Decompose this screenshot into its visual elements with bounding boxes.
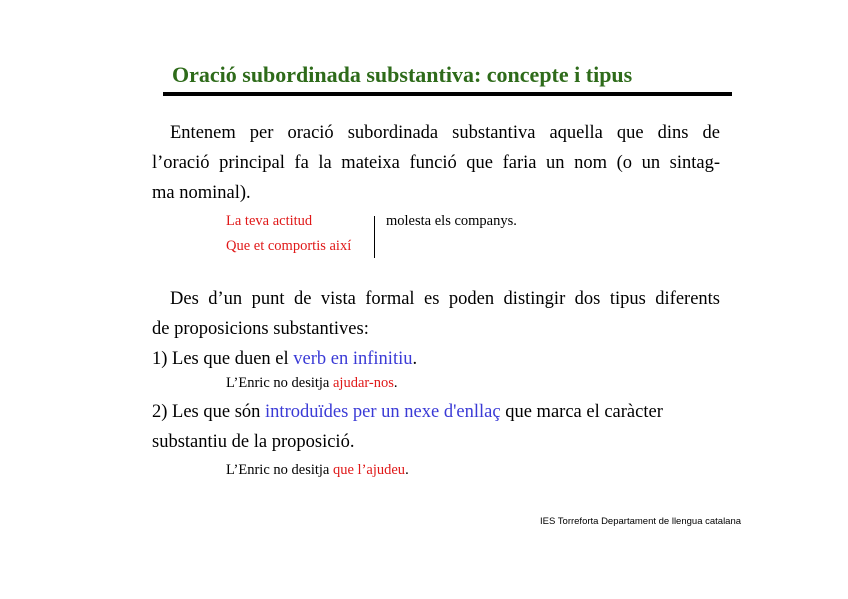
example-subject-1: La teva actitud [226,213,313,229]
intro-line-1: Entenem per oració subordinada substantiva aquella que dins de [170,123,720,143]
type-1-example [226,375,398,392]
example-subject-2: Que et comportis així [226,238,352,254]
intro-line-3: ma nominal). [152,183,251,203]
type-item-2-line-2: substantiu de la proposició. [152,432,355,452]
type-1-example-suffix: . [393,375,398,391]
type-2-example-prefix: L’Enric no desitja [226,462,333,478]
types-line-2: de proposicions substantives: [152,319,369,339]
type-item-2-paragraph [152,397,720,457]
intro-line-2: l’oració principal fa la mateixa funció que faria un nom (o un sintag- [152,153,720,173]
type-item-2-prefix: 2) Les que són [152,402,266,422]
type-item-2 [152,397,720,427]
type-2-example [226,462,409,479]
example-bracket [374,216,375,258]
type-2-example-highlight: que l’ajudeu [332,462,406,478]
type-item-2-suffix: que marca el caràcter [500,402,663,422]
type-item-1-prefix: 1) Les que duen el [152,349,294,369]
types-line-1: Des d’un punt de vista formal es poden distingir dos tipus diferents [170,289,720,309]
type-1-example-prefix: L’Enric no desitja [226,375,333,391]
type-item-1-suffix: . [412,349,418,369]
type-item-2-highlight: introduïdes per un nexe d'enllaç [265,402,501,422]
footer-credit: IES Torreforta Departament de llengua catalana [540,516,742,527]
type-2-example-suffix: . [405,462,409,478]
type-1-example-highlight: ajudar-nos [332,375,394,391]
intro-paragraph [152,118,720,208]
example-predicate: molesta els companys. [386,213,517,229]
title-underline [163,92,732,96]
type-item-1-highlight: verb en infinitiu [293,349,413,369]
types-paragraph [152,284,720,374]
page-title: Oració subordinada substantiva: concepte i tipus [172,62,633,87]
type-item-1 [152,344,720,374]
